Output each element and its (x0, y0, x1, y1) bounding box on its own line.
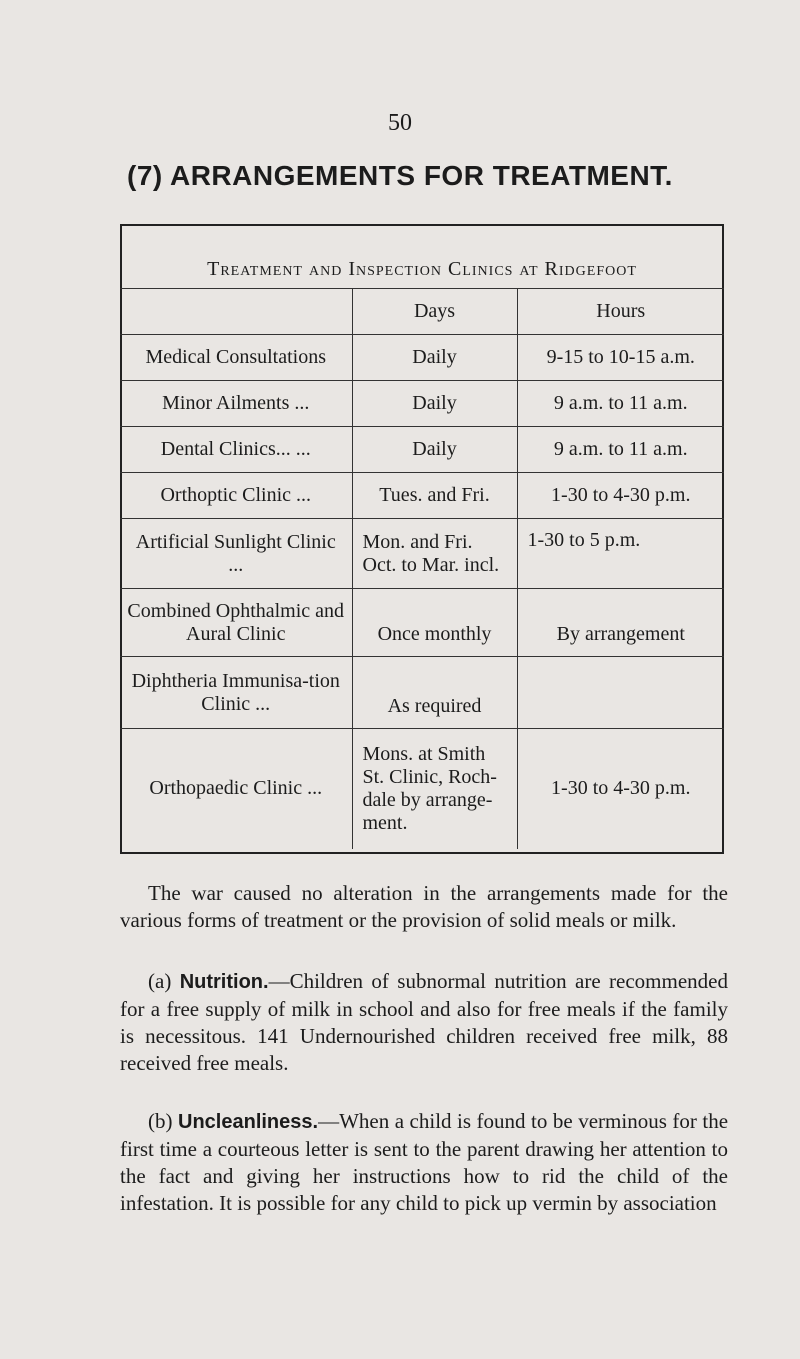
header-days: Days (352, 289, 517, 335)
clinic-name: Combined Ophthalmic and Aural Clinic (120, 589, 352, 657)
clinic-name: Orthopaedic Clinic ... (120, 729, 352, 849)
clinic-name: Minor Ailments ... (120, 381, 352, 427)
clinic-days: Mons. at Smith St. Clinic, Roch-dale by arrange-ment. (352, 729, 517, 849)
uncleanliness-paragraph (120, 1108, 728, 1217)
table-row (120, 729, 724, 849)
clinic-days: As required (352, 657, 517, 729)
table-row (120, 473, 724, 519)
uncleanliness-text: —When a child is found to be verminous for the first time a courteous letter is sent to the parent drawing her attention to the fact and giving her instructions how to rid the child of the infestation. It is possible for any child to pick up vermin by association (120, 1109, 729, 1215)
clinic-days: Once monthly (352, 589, 517, 657)
clinic-hours: 9-15 to 10-15 a.m. (517, 335, 724, 381)
table-row (120, 381, 724, 427)
clinic-hours: 1-30 to 4-30 p.m. (517, 729, 724, 849)
nutrition-paragraph (120, 968, 728, 1077)
intro-text: The war caused no alteration in the arrangements made for the various forms of treatment or the provision of solid meals or milk. (120, 881, 728, 932)
intro-paragraph (120, 880, 728, 934)
clinics-table (120, 288, 724, 849)
clinic-name: Dental Clinics... ... (120, 427, 352, 473)
clinic-hours: By arrangement (517, 589, 724, 657)
clinic-hours: 9 a.m. to 11 a.m. (517, 381, 724, 427)
clinics-table-frame (120, 224, 724, 854)
clinic-days: Daily (352, 427, 517, 473)
clinic-days: Tues. and Fri. (352, 473, 517, 519)
clinic-hours (517, 657, 724, 729)
table-row (120, 335, 724, 381)
header-hours: Hours (517, 289, 724, 335)
table-row (120, 519, 724, 589)
clinic-days: Mon. and Fri. Oct. to Mar. incl. (352, 519, 517, 589)
nutrition-term: Nutrition. (179, 971, 269, 993)
clinic-name: Orthoptic Clinic ... (120, 473, 352, 519)
uncleanliness-marker: (b) (148, 1109, 173, 1133)
clinic-hours: 9 a.m. to 11 a.m. (517, 427, 724, 473)
table-title: Treatment and Inspection Clinics at Ridgefoot (207, 258, 637, 280)
uncleanliness-term: Uncleanliness. (178, 1111, 319, 1133)
table-row (120, 657, 724, 729)
header-clinic (120, 289, 352, 335)
table-header-row (120, 289, 724, 335)
clinic-hours: 1-30 to 4-30 p.m. (517, 473, 724, 519)
section-heading: (7) ARRANGEMENTS FOR TREATMENT. (127, 160, 673, 191)
clinic-name: Diphtheria Immunisa-tion Clinic ... (120, 657, 352, 729)
page-number: 50 (388, 110, 412, 136)
nutrition-text: —Children of subnormal nutrition are recommended for a free supply of milk in school and also for free meals if the family is necessitous. 141 Undernourished children received free milk, 88 received free meals. (120, 969, 728, 1075)
clinic-days: Daily (352, 335, 517, 381)
clinic-name: Medical Consultations (120, 335, 352, 381)
clinic-name: Artificial Sunlight Clinic ... (120, 519, 352, 589)
nutrition-marker: (a) (148, 969, 172, 993)
table-row (120, 589, 724, 657)
table-row (120, 427, 724, 473)
clinic-days: Daily (352, 381, 517, 427)
clinic-hours: 1-30 to 5 p.m. (517, 519, 724, 589)
